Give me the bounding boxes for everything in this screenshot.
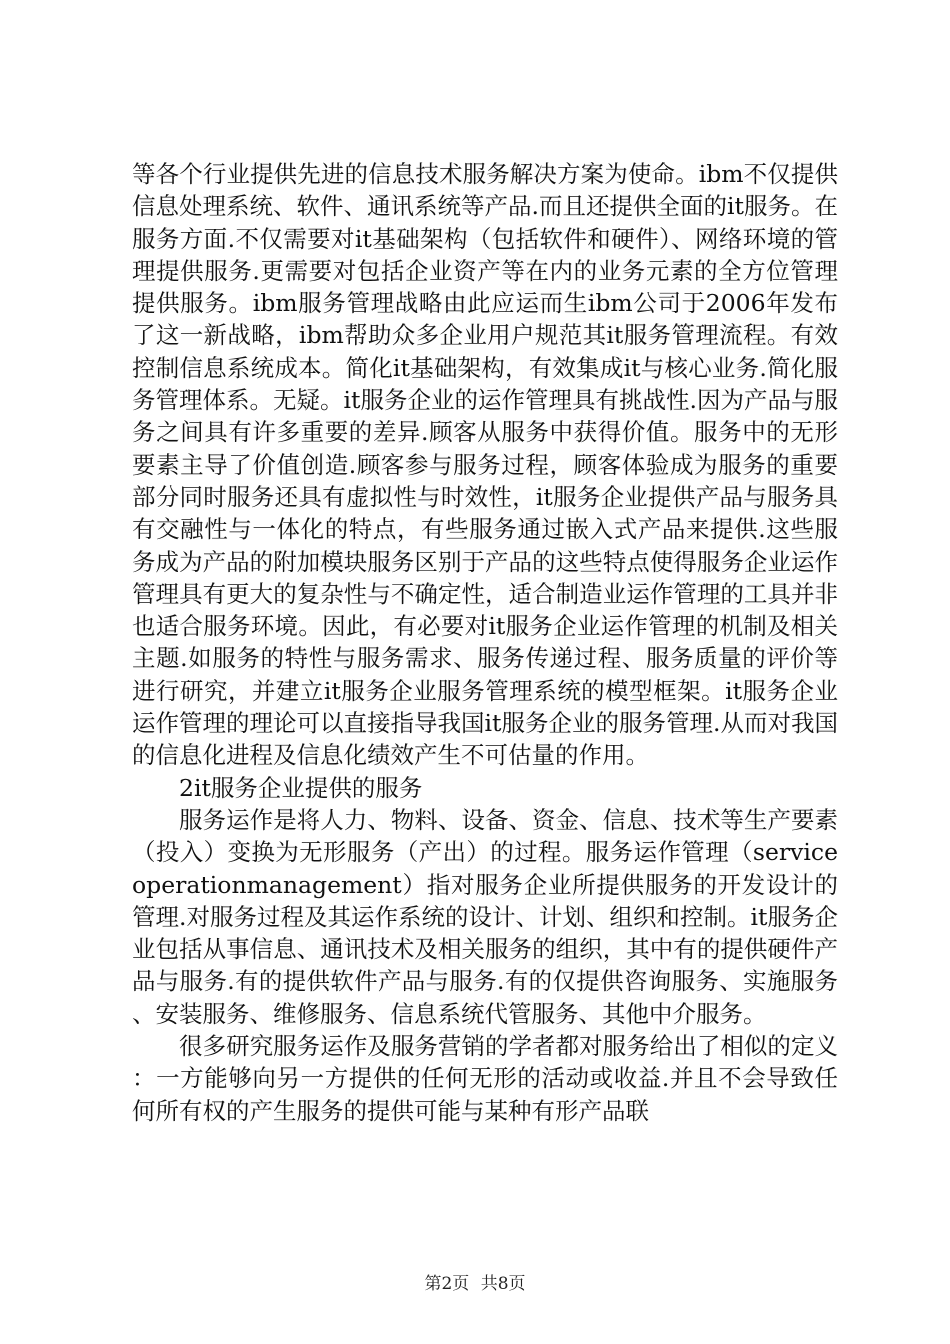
section-heading: 2it服务企业提供的服务: [179, 773, 423, 802]
page-footer: [0, 1274, 950, 1294]
page-total: 共8页: [480, 1274, 526, 1294]
paragraph-service-operation: 服务运作是将人力、物料、设备、资金、信息、技术等生产要素（投入）变换为无形服务（产出）的过程。服务运作管理（serviceoperationmanagement）指对服务企业所提供服务的开发设计的管理.对服务过程及其运作系统的设计、计划、组织和控制。it服务企业包括从事信息、通讯技术及相关服务的组织，其中有的提供硬件产品与服务.有的提供软件产品与服务.有的仅提供咨询服务、实施服务、安装服务、维修服务、信息系统代管服务、其他中介服务。: [132, 805, 838, 1028]
paragraph-service-definition: 很多研究服务运作及服务营销的学者都对服务给出了相似的定义：一方能够向另一方提供的任何无形的活动或收益.并且不会导致任何所有权的产生服务的提供可能与某种有形产品联: [132, 1032, 838, 1125]
paragraph-continuation: 等各个行业提供先进的信息技术服务解决方案为使命。ibm不仅提供信息处理系统、软件、通讯系统等产品.而且还提供全面的it服务。在服务方面.不仅需要对it基础架构（包括软件和硬件）、网络环境的管理提供服务.更需要对包括企业资产等在内的业务元素的全方位管理提供服务。ibm服务管理战略由此应运而生ibm公司于2006年发布了这一新战略，ibm帮助众多企业用户规范其it服务管理流程。有效控制信息系统成本。简化it基础架构，有效集成it与核心业务.简化服务管理体系。无疑。it服务企业的运作管理具有挑战性.因为产品与服务之间具有许多重要的差异.顾客从服务中获得价值。服务中的无形要素主导了价值创造.顾客参与服务过程，顾客体验成为服务的重要部分同时服务还具有虚拟性与时效性，it服务企业提供产品与服务具有交融性与一体化的特点，有些服务通过嵌入式产品来提供.这些服务成为产品的附加模块服务区别于产品的这些特点使得服务企业运作管理具有更大的复杂性与不确定性，适合制造业运作管理的工具并非也适合服务环境。因此，有必要对it服务企业运作管理的机制及相关主题.如服务的特性与服务需求、服务传递过程、服务质量的评价等进行研究，并建立it服务企业服务管理系统的模型框架。it服务企业运作管理的理论可以直接指导我国it服务企业的服务管理.从而对我国的信息化进程及信息化绩效产生不可估量的作用。: [132, 160, 838, 770]
document-page: [132, 158, 838, 1127]
page-number: 第2页: [424, 1274, 470, 1294]
